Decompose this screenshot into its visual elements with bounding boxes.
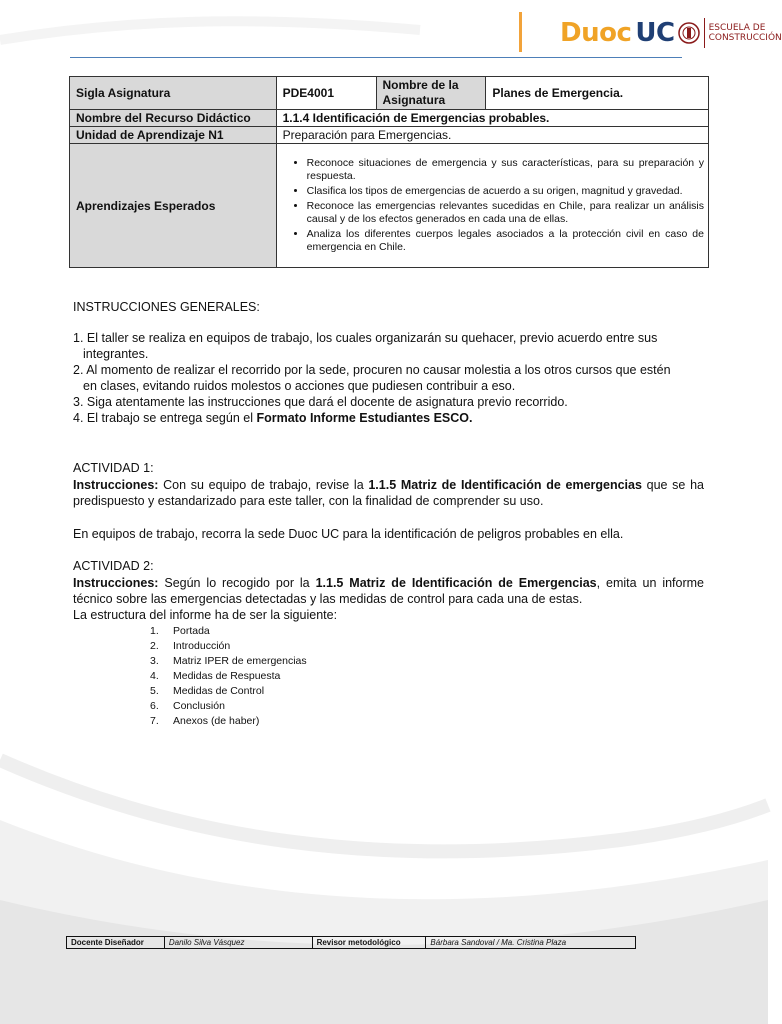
logo-school-name [708,23,782,43]
actividad-1-instr-text-end: que se ha predispuesto y estandarizado para este taller, con la finalidad de comprender su uso. [73,478,704,508]
actividad-1-instr-label: Instrucciones: [73,478,159,492]
actividad-2-instructions [73,575,704,607]
footer-credits-table [66,936,636,949]
duocuc-logo [560,18,782,48]
school-line-2: CONSTRUCCIÓN [708,33,782,43]
instruccion-item-4 [73,410,704,426]
actividad-1-title: ACTIVIDAD 1: [73,461,154,475]
unidad-value: Preparación para Emergencias. [276,127,708,144]
item-number: 3. [150,655,159,667]
estructura-list [150,624,307,729]
estructura-item [150,699,307,714]
docente-label: Docente Diseñador [67,937,165,949]
docente-value: Danilo Silva Vásquez [164,937,312,949]
estructura-intro: La estructura del informe ha de ser la siguiente: [73,608,338,622]
nombre-asignatura-label: Nombre de la Asignatura [376,77,486,110]
instrucciones-title: INSTRUCCIONES GENERALES: [73,300,260,314]
instrucciones-list [73,330,704,426]
instruccion-4-text: 4. El trabajo se entrega según el [73,411,257,425]
actividad-1-instructions [73,477,704,509]
revisor-value: Bárbara Sandoval / Ma. Cristina Plaza [426,937,636,949]
aprendizaje-item: • Analiza los diferentes cuerpos legales asociados a la protección civil en caso de emergencia en Chile. [307,228,704,254]
item-number: 7. [150,715,159,727]
university-seal-icon [678,22,700,44]
instruccion-item-3: 3. Siga atentamente las instrucciones que dará el docente de asignatura previo recorrido. [73,395,568,409]
course-info-table [69,76,709,268]
sigla-value: PDE4001 [276,77,376,110]
instruccion-item-2 [73,362,704,394]
estructura-item [150,639,307,654]
item-number: 5. [150,685,159,697]
item-text: Portada [173,625,210,637]
logo-divider [704,18,705,48]
aprendizaje-item: • Reconoce las emergencias relevantes sucedidas en Chile, para realizar un análisis causal y de los efectos generados en cada una de ellas. [307,200,704,226]
item-text: Medidas de Respuesta [173,670,281,682]
matriz-reference: 1.1.5 Matriz de Identificación de emergencias [368,478,642,492]
item-text: Medidas de Control [173,685,265,697]
actividad-2-instr-label: Instrucciones: [73,576,159,590]
item-number: 4. [150,670,159,682]
aprendizajes-cell [276,144,708,268]
item-text: Anexos (de haber) [173,715,260,727]
instruccion-item-1 [73,330,704,362]
estructura-item [150,624,307,639]
item-text: Introducción [173,640,231,652]
aprendizaje-item: • Reconoce situaciones de emergencia y sus características, para su preparación y respuesta. [307,157,704,183]
school-line-1: ESCUELA DE [708,23,766,33]
instruccion-1-line-2: integrantes. [83,347,149,361]
actividad-2-instr-text-end: , emita un informe técnico sobre las emergencias detectadas y las medidas de control para cada una de estas. [73,576,704,606]
estructura-item [150,669,307,684]
instruccion-2-line-2: en clases, evitando ruidos molestos o acciones que pudiesen contribuir a eso. [83,379,516,393]
aprendizajes-label: Aprendizajes Esperados [70,144,277,268]
unidad-label: Unidad de Aprendizaje N1 [70,127,277,144]
matriz-reference: 1.1.5 Matriz de Identificación de Emergencias [315,576,597,590]
recurso-label: Nombre del Recurso Didáctico [70,110,277,127]
aprendizajes-list [281,157,704,254]
item-number: 1. [150,625,159,637]
actividad-2-instr-text: Según lo recogido por la [158,576,316,590]
item-number: 6. [150,700,159,712]
header-accent-bar [519,12,522,52]
formato-informe-reference: Formato Informe Estudiantes ESCO. [256,411,473,425]
estructura-item [150,654,307,669]
estructura-item [150,714,307,729]
revisor-label: Revisor metodológico [312,937,426,949]
actividad-1-instr-text: Con su equipo de trabajo, revise la [158,478,369,492]
actividad-1-paragraph: En equipos de trabajo, recorra la sede Duoc UC para la identificación de peligros probables en ella. [73,527,624,541]
logo-uc-text: UC [635,18,675,48]
estructura-item [150,684,307,699]
item-text: Conclusión [173,700,225,712]
item-number: 2. [150,640,159,652]
actividad-2-title: ACTIVIDAD 2: [73,559,154,573]
logo-duoc-text: Duoc [560,18,632,48]
item-text: Matriz IPER de emergencias [173,655,307,667]
aprendizaje-item: • Clasifica los tipos de emergencias de acuerdo a su origen, magnitud y gravedad. [307,185,704,198]
header-rule [70,57,682,58]
instruccion-1-line-1: 1. El taller se realiza en equipos de trabajo, los cuales organizarán su quehacer, previo acuerdo entre sus [73,331,658,345]
instruccion-2-line-1: 2. Al momento de realizar el recorrido por la sede, procuren no causar molestia a los otros cursos que estén [73,363,671,377]
nombre-asignatura-value: Planes de Emergencia. [486,77,709,110]
recurso-value: 1.1.4 Identificación de Emergencias probables. [276,110,708,127]
sigla-label: Sigla Asignatura [70,77,277,110]
